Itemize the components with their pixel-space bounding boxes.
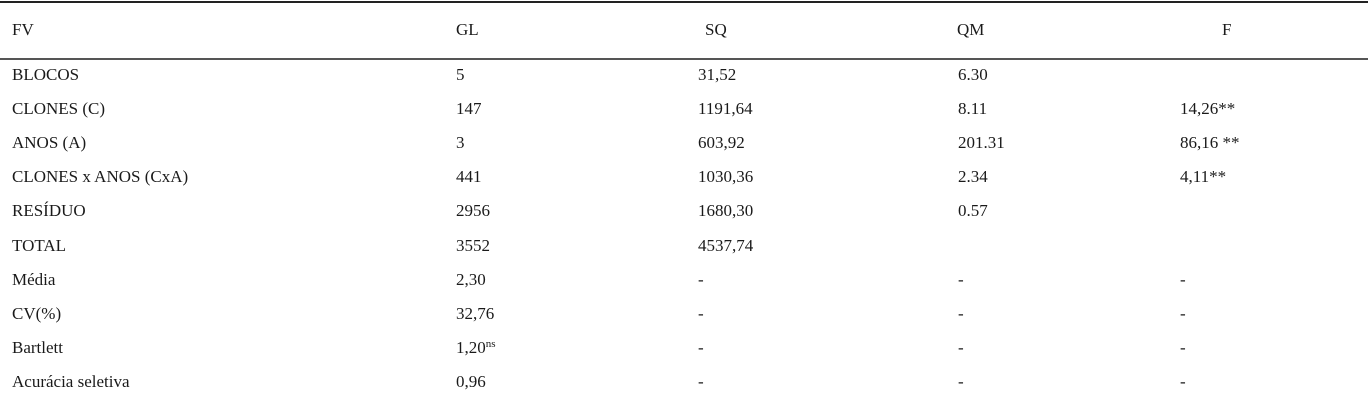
cell-qm (958, 304, 964, 324)
cell-f-text: - (1180, 338, 1186, 357)
cell-gl-text: 32,76 (456, 304, 495, 323)
cell-qm (958, 338, 964, 358)
cell-sq (698, 338, 704, 358)
cell-gl-text: 1,20 (456, 338, 486, 357)
cell-qm-text: - (958, 372, 964, 391)
table-top-rule (0, 1, 1368, 3)
cell-fv (12, 304, 61, 324)
cell-gl-text: 0,96 (456, 372, 486, 391)
cell-fv (12, 236, 66, 256)
cell-fv-text: CLONES x ANOS (CxA) (12, 167, 189, 186)
cell-f-text: - (1180, 304, 1186, 323)
cell-fv (12, 133, 86, 153)
cell-gl (456, 236, 490, 256)
cell-sq-text: - (698, 338, 704, 357)
cell-qm-text: - (958, 304, 964, 323)
cell-fv (12, 372, 130, 392)
cell-f-text: 4,11** (1180, 167, 1227, 186)
cell-qm (958, 133, 1005, 153)
cell-qm (958, 99, 987, 119)
cell-sq (698, 65, 736, 85)
cell-sq (698, 304, 704, 324)
cell-sq-text: 603,92 (698, 133, 745, 152)
cell-fv-text: CLONES (C) (12, 99, 106, 118)
cell-sq (698, 372, 704, 392)
cell-fv-text: TOTAL (12, 236, 67, 255)
cell-sq (698, 133, 745, 153)
cell-qm-text: 201.31 (958, 133, 1005, 152)
cell-f-text: 14,26** (1180, 99, 1236, 118)
cell-fv (12, 270, 55, 290)
cell-f (1180, 338, 1186, 358)
cell-qm-text: 6.30 (958, 65, 988, 84)
cell-fv-text: BLOCOS (12, 65, 80, 84)
cell-qm (958, 270, 964, 290)
header-rule (0, 58, 1368, 60)
cell-gl (456, 99, 482, 119)
cell-f-text: 86,16 ** (1180, 133, 1240, 152)
cell-f (1180, 304, 1186, 324)
cell-qm (958, 65, 988, 85)
cell-f (1180, 167, 1226, 187)
cell-fv (12, 167, 188, 187)
cell-fv (12, 65, 79, 85)
cell-sq-text: - (698, 372, 704, 391)
header-sq: SQ (705, 20, 727, 39)
cell-fv-text: RESÍDUO (12, 201, 86, 220)
cell-sq-text: 4537,74 (698, 236, 754, 255)
cell-gl (456, 270, 486, 290)
cell-fv-text: Média (12, 270, 56, 289)
cell-qm (958, 201, 988, 221)
cell-gl (456, 201, 490, 221)
cell-f (1180, 133, 1240, 153)
cell-qm-text: 8.11 (958, 99, 988, 118)
cell-qm-text: - (958, 338, 964, 357)
cell-f (1180, 372, 1186, 392)
header-qm: QM (957, 20, 985, 39)
cell-fv-text: Acurácia seletiva (12, 372, 130, 391)
cell-sq (698, 99, 753, 119)
cell-sq (698, 167, 753, 187)
cell-f (1180, 270, 1186, 290)
cell-qm (958, 167, 988, 187)
header-gl: GL (456, 20, 479, 39)
cell-gl (456, 167, 482, 187)
cell-sq-text: 1680,30 (698, 201, 754, 220)
cell-gl (456, 304, 494, 324)
cell-gl-text: 2956 (456, 201, 490, 220)
cell-sq-text: 1030,36 (698, 167, 754, 186)
cell-sq-text: 31,52 (698, 65, 737, 84)
cell-gl (456, 65, 465, 85)
cell-fv (12, 338, 63, 358)
cell-qm-text: 0.57 (958, 201, 988, 220)
cell-gl-text: 3552 (456, 236, 490, 255)
cell-qm (958, 372, 964, 392)
cell-gl-text: 441 (456, 167, 482, 186)
cell-gl (456, 338, 496, 358)
cell-sq (698, 236, 753, 256)
cell-sq-text: 1191,64 (698, 99, 753, 118)
cell-qm-text: - (958, 270, 964, 289)
cell-fv-text: Bartlett (12, 338, 63, 357)
cell-fv (12, 201, 86, 221)
header-fv: FV (12, 20, 34, 39)
cell-sq-text: - (698, 304, 704, 323)
cell-sq-text: - (698, 270, 704, 289)
cell-fv-text: CV(%) (12, 304, 62, 323)
cell-qm-text: 2.34 (958, 167, 988, 186)
cell-gl-text: 2,30 (456, 270, 486, 289)
cell-fv (12, 99, 105, 119)
cell-gl (456, 133, 465, 153)
cell-f (1180, 99, 1235, 119)
cell-f-text: - (1180, 270, 1186, 289)
cell-gl-text: 147 (456, 99, 482, 118)
cell-f-text: - (1180, 372, 1186, 391)
cell-sq (698, 270, 704, 290)
cell-gl-text: 3 (456, 133, 465, 152)
header-f: F (1222, 20, 1232, 39)
cell-fv-text: ANOS (A) (12, 133, 87, 152)
cell-gl (456, 372, 486, 392)
significance-superscript: ns (485, 338, 496, 350)
cell-gl-text: 5 (456, 65, 465, 84)
cell-sq (698, 201, 753, 221)
